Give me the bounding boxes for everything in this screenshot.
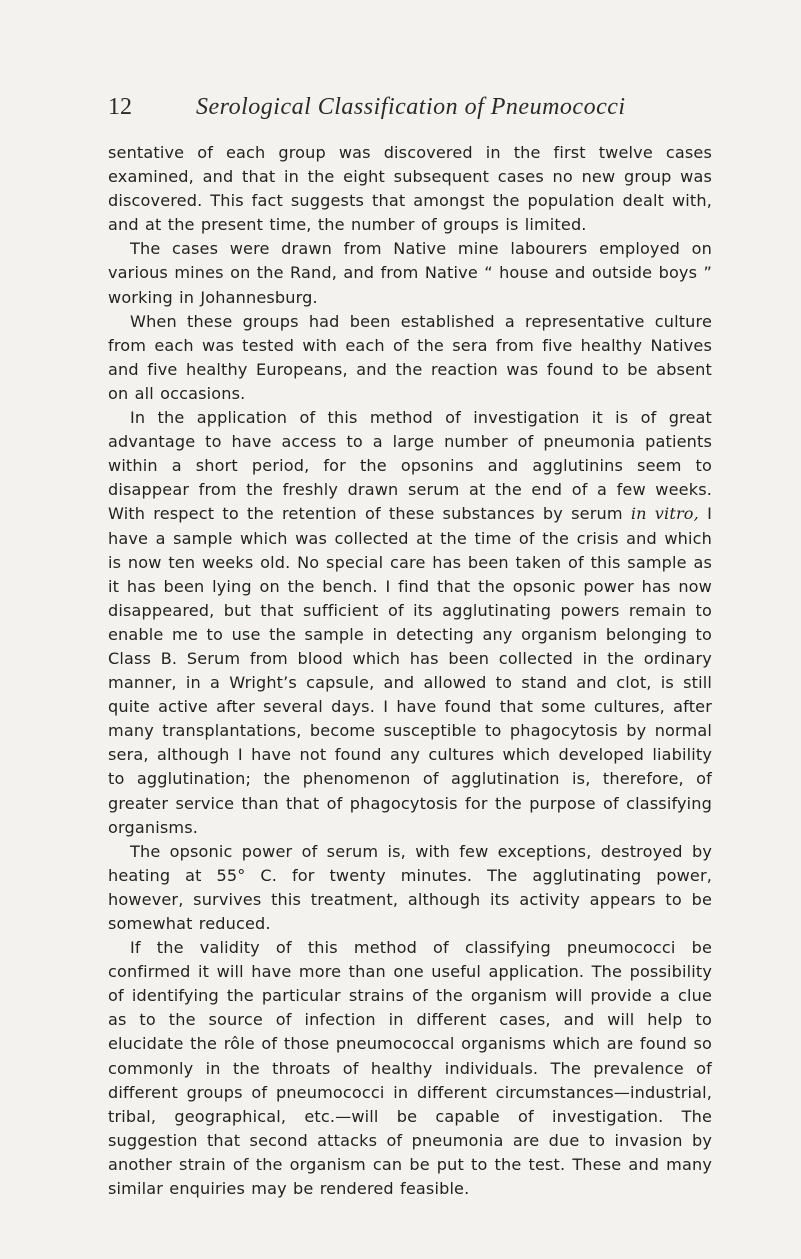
paragraph-continued: sentative of each group was discovered in the first twelve cases examined, and that in the eight subsequent cases no new group was discovered. This fact suggests that amongst the population dealt with, and at the present time, the number of groups is limited. xyxy=(108,143,712,235)
running-title: Serological Classification of Pneumococci xyxy=(196,94,626,120)
italic-in-vitro: in vitro, xyxy=(630,504,699,524)
paragraph-text-after-italic: I have a sample which was collected at the time of the crisis and which is now ten weeks old. No special care has been taken of this sample as it has been lying on the bench. I find that the opsonic power has now disappeared, but that sufficient of its agglutinating powers remain to enable me to use the sample in detecting any organism belonging to Class B. Serum from blood which has been collected in the ordinary manner, in a Wright’s capsule, and allowed to stand and clot, is still quite active after several days. I have found that some cultures, after many transplantations, become susceptible to phagocytosis by normal sera, although I have not found any cultures which developed liability to agglutination; the phenomenon of agglutination is, therefore, of greater service than that of phagocytosis for the purpose of classifying organisms. xyxy=(108,504,712,837)
paragraph-case-sources: The cases were drawn from Native mine labourers employed on various mines on the Rand, and from Native “ house and outside boys ” working in Johannesburg. xyxy=(108,239,712,307)
paragraph-control-sera: When these groups had been established a representative culture from each was tested with each of the sera from five healthy Natives and five healthy Europeans, and the reaction was found to be absent on all occasions. xyxy=(108,311,712,403)
page-number: 12 xyxy=(108,94,132,120)
body-text xyxy=(108,141,712,1201)
paragraph-opsonic-heating: The opsonic power of serum is, with few exceptions, destroyed by heating at 55° C. for twenty minutes. The agglutinating power, however, survives this treatment, although its activity appears to be somewhat reduced. xyxy=(108,841,712,933)
paragraph-applications: If the validity of this method of classifying pneumococci be confirmed it will have more than one useful application. The possibility of identifying the particular strains of the organism will provide a clue as to the source of infection in different cases, and will help to elucidate the rôle of those pneumococcal organisms which are found so commonly in the throats of healthy individuals. The prevalence of different groups of pneumococci in different circumstances—industrial, tribal, geographical, etc.—will be capable of investigation. The suggestion that second attacks of pneumonia are due to invasion by another strain of the organism can be put to the test. These and many similar enquiries may be rendered feasible. xyxy=(108,938,712,1199)
paragraph-method-application xyxy=(108,406,712,840)
paragraph-text-before-italic: In the application of this method of investigation it is of great advantage to have access to a large number of pneumonia patients within a short period, for the opsonins and agglutinins seem to disappear from the freshly drawn serum at the end of a few weeks. With respect to the retention of these substances by serum xyxy=(108,408,712,524)
